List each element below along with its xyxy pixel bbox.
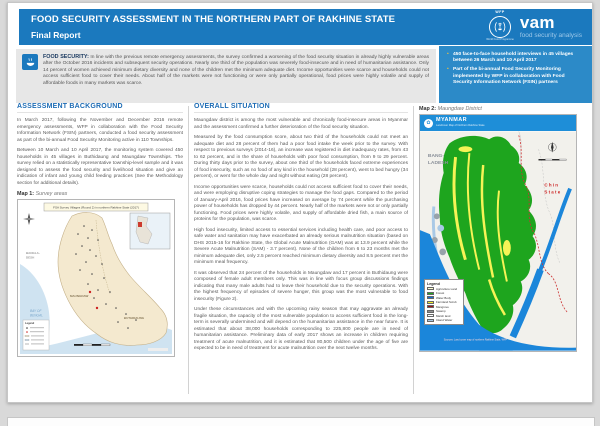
map1-inner-title: FSA Survey Villages (Round 2) in northern Rakhine State (2017) [53,205,139,210]
summary-text [43,54,429,87]
map2-scale-bar [538,159,566,160]
summary-body: In line with the previous remote emergency assessments, the survey confirmed a worsening of the food security situation in already highly vulnerable areas after the October 2016 incidents and subsequent security operations. Nearly one third of the population was severely food-insecure and in need of humanitarian assistance. Only 14 percent of women achieved minimum dietary diversity and none of the children met the minimum adequate diet. Income opportunities were scarce and households could not access sufficient food to cover their needs. About half of the markets were not functioning or were only partially operational, food prices were highly volatile and supply of affordable foods in many markets was scarce. [43,55,430,86]
map1-bangladesh-label-1: BANGLA- [26,251,40,255]
page-subtitle: Final Report [31,30,81,40]
legend-swatch [427,319,434,322]
legend-swatch [427,301,434,304]
map2-header-subtitle: Landcover Map of Northern Rakhine State [436,123,485,127]
legend-row: Mangrove [427,305,461,310]
map1-label: Map 1: [17,191,35,197]
assessment-background-column [17,103,183,357]
body-paragraph: High food insecurity, limited access to essential services including health care, and poor access to safe water and sanitation may have exacerbated an already serious malnutrition situation (based on DHS 2015-16 for Rakhine State, the Global Acute Malnutrition (GAM) was at 13.9 percent while the Severe Acute Malnutrition (SAM) - 3.7 percent). None of the children from 6 to 23 months met the minimum adequate diet, only 2.5 percent reached minimum dietary diversity and 8.5 percent met the minimum meal frequency. [194,227,408,265]
legend-row: Swamp [427,309,461,314]
map1-scale-bar [74,344,110,346]
map1-caption [17,191,183,197]
map2-chin-state-label-1: C h i n [544,182,558,188]
legend-row: Forest [427,291,461,296]
body-paragraph: Income opportunities were scarce, households could not access sufficient food to cover their needs, and were employing disruptive coping strategies to manage the food gaps. Compared to the period of January-April 2016, food prices have increased on average by 74 percent while the purchasing power of households has dropped by 44 percent. Nearly half of the markets were not or only partially functioning. Food prices were highly volatile, and supply of affordable dried fish, a main source of proteins for the population, was scarce. [194,184,408,222]
section-heading-assessment-background: ASSESSMENT BACKGROUND [17,103,183,113]
column-divider [188,106,189,394]
legend-row: Farmland Scrub [427,300,461,305]
brand-block [486,11,582,41]
summary-label: FOOD SECURITY: [43,54,89,60]
map2-legend [424,279,464,325]
legend-swatch [427,296,434,299]
legend-row: Inland Water [427,318,461,323]
wfp-mini-logo-icon: ✿ [424,119,433,128]
map2-label: Map 2: [419,106,437,112]
map2-column [419,103,591,352]
food-bowl-icon [22,54,38,70]
map1-sea-label-2: BENGAL [30,313,43,318]
body-paragraph: In March 2017, following the November and December 2016 remote emergency assessments, WFP in collaboration with the Food Security Information Network (FSIN) partners, conducted a food security assessment as part of the bi-annual Food Security Monitoring active in 110 Townships. [17,118,183,143]
svg-text:Legend: Legend [25,322,35,325]
map1-town-maungdaw: MAUNGDAW [70,294,89,298]
body-paragraph: It was observed that 24 percent of the households in Maungdaw and 17 percent in Buthidaung were composed of female adult members only. This was in line with focus group discussions findings indicating that many male adults had to leave their household due to the security operations. With the highest frequency of episodes of severe hunger, this group was the most vulnerable to food insecurity (Figure 2). [194,270,408,302]
map2-bangladesh-label-2: LADESH [427,160,449,166]
map2-source-note: Sources: Land cover map of northern Rakhine State, WFP [443,338,508,342]
section-heading-overall-situation: OVERALL SITUATION [194,103,408,113]
map2-header [420,115,576,131]
map1-town-buthidaung: BUTHIDAUNG [123,316,145,320]
map2-bangladesh-label-1: BANG- [427,154,445,160]
map2-legend-title: Legend [427,281,440,286]
body-paragraph: Maungdaw district is among the most vulnerable and chronically food-insecure areas in Myanmar and the assessment confirmed a further deterioration of the food security situation. [194,118,408,130]
legend-swatch [427,287,434,290]
vam-subtitle: food security analysis [519,31,582,39]
map1-legend [23,320,49,350]
vam-title: vam [519,12,555,32]
body-paragraph: Under these circumstances and with the upcoming rainy season that may aggravate an already fragile situation, the capacity of the most vulnerable population to access sufficient food in the long-term is severally undermined and will depend on the humanitarian assistance in the near future. It is estimated that about 38,000 households corresponding to 225,800 people are in need of humanitarian assistance. Preliminary data of early 2017 shows an increase in children requiring treatment of acute malnutrition, and it is estimated that 80,500 children under the age of five are expected to be in need of treatment for acute malnutrition over the next twelve months. [194,307,408,351]
map1-bangladesh-label-2: DESH [26,255,35,260]
map2-maungdaw-district [419,114,577,352]
legend-swatch [427,314,434,317]
legend-row: Agriculture Land [427,287,461,292]
wfp-emblem-icon [489,16,511,38]
map1-title: Survey areas [35,191,68,197]
map2-caption [419,106,591,112]
vam-wordmark [520,14,582,39]
legend-swatch [427,292,434,295]
highlight-item: • Part of the bi-annual Food Security Monitoring implemented by WFP in collaboration with Food Security Information Network (FSIN) partners [447,67,584,86]
map2-chin-state-label-2: S t a t e [544,189,561,195]
legend-row: Water Body [427,296,461,301]
map2-body [420,131,576,351]
overall-situation-column [194,103,408,357]
executive-summary-box [16,49,436,103]
report-header [19,9,592,45]
map2-country-title: MYANMAR [436,117,468,124]
legend-swatch [427,305,434,308]
map1-sea-label-1: BAY OF [30,309,42,313]
map2-title: Maungdaw District [437,106,482,112]
wfp-logo-text: WFP [495,10,505,14]
column-divider [413,106,414,394]
highlight-item: • 450 face-to-face household interviews in 45 villages between 26 March and 10 April 2017 [447,52,584,64]
body-paragraph: Measured by the food consumption score, about two third of the households could not meet an adequate diet and 28 percent of them had a poor food intake the week prior to the survey. With respect to previous surveys (2014-16), an increase was registered in diet inadequacy rates, from 43 to 62 percent, and in the share of households with poor food consumption, from 9 to 29 percent. During thirty days prior to the survey, about one third of the households faced extreme experiences of food insecurity, such as no food of any kind in the household (28 percent), went to bed hungry (34 percent), or went for the whole day and night without eating (28 percent). [194,135,408,179]
wfp-logo-tagline: World Food Programme [486,37,514,41]
wfp-logo [486,11,514,41]
legend-row: Marsh land [427,314,461,319]
highlights-box [439,46,592,103]
body-paragraph: Between 10 March and 10 April 2017, the monitoring system covered 450 households in 45 villages in Buthidaung and Maungdaw Townships. The survey relied on a statistically representative township-level sample and it was designed to assess the food security and livelihood situation and give an indication of infant and young child feeding practices (See the Methodology section for additional details). [17,148,183,186]
legend-swatch [427,310,434,313]
page-title: FOOD SECURITY ASSESSMENT IN THE NORTHERN PART OF RAKHINE STATE [31,14,396,25]
map1-survey-areas [17,199,175,357]
report-page [7,2,593,403]
